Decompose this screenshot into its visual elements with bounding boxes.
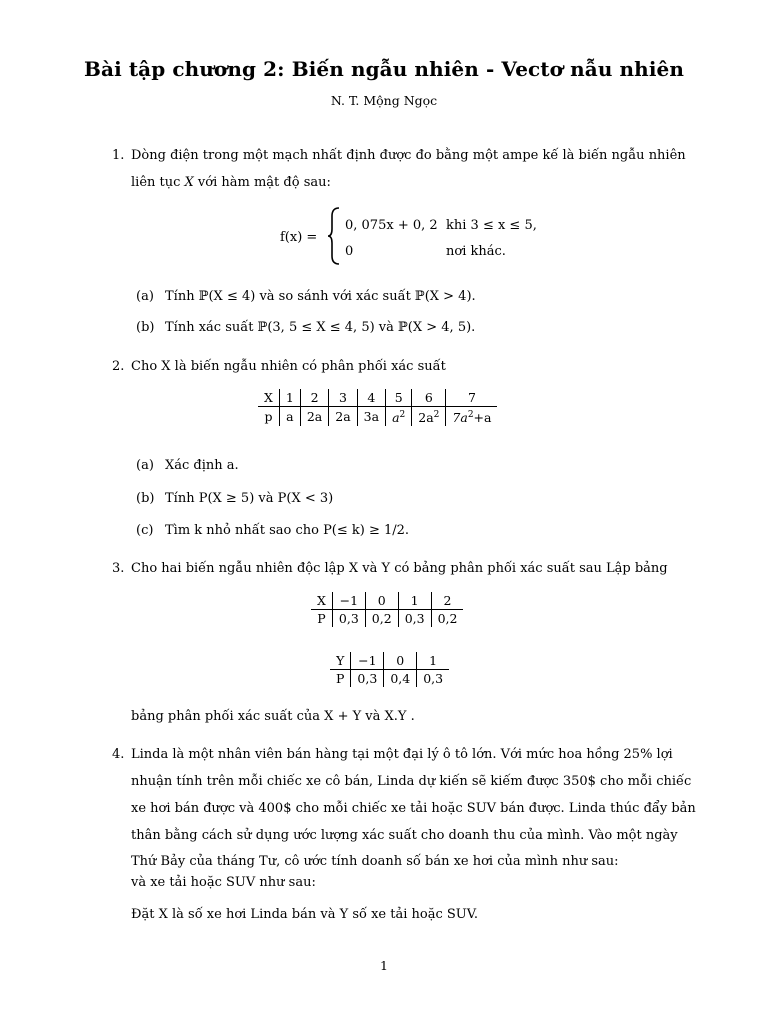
table-cell: 0,3 xyxy=(398,610,431,628)
table-row xyxy=(258,389,497,407)
table-cell: 7 xyxy=(446,389,498,407)
table-cell: 2 xyxy=(300,389,328,407)
table-row xyxy=(258,407,497,427)
problem-1a-label: (a) xyxy=(136,289,154,304)
problem-1a-text: Tính ℙ(X ≤ 4) và so sánh với xác suất ℙ(X > 4). xyxy=(165,289,476,304)
table-cell: 3 xyxy=(329,389,357,407)
distribution-table-x xyxy=(258,389,497,426)
table-cell: 1 xyxy=(417,652,449,670)
distribution-table-y xyxy=(330,652,449,687)
problem-2c-label: (c) xyxy=(136,523,154,538)
table-cell: P xyxy=(317,611,326,626)
distribution-table-x xyxy=(311,592,463,627)
table-cell: −1 xyxy=(332,592,365,610)
table-cell: p xyxy=(264,409,273,424)
problem-2b-label: (b) xyxy=(136,491,155,506)
table-cell: Y xyxy=(330,652,351,670)
problem-2-number: 2. xyxy=(112,359,125,374)
table-cell: 0 xyxy=(384,652,417,670)
problem-4-line: nhuận tính trên mỗi chiếc xe cô bán, Linda dự kiến sẽ kiếm được 350$ cho mỗi chiếc xyxy=(131,774,692,789)
case-1-condition: khi 3 ≤ x ≤ 5, xyxy=(446,218,537,233)
problem-1-line-1: Dòng điện trong một mạch nhất định được đo bằng một ampe kế là biến ngẫu nhiên xyxy=(131,148,686,163)
table-cell: 0 xyxy=(365,592,398,610)
table-cell: 2 xyxy=(431,592,463,610)
problem-2a-label: (a) xyxy=(136,458,154,473)
table-cell: 0,2 xyxy=(431,610,463,628)
problem-3-number: 3. xyxy=(112,561,125,576)
case-2-condition: nơi khác. xyxy=(446,244,506,259)
problem-3-after-text: bảng phân phối xác suất của X + Y và X.Y . xyxy=(131,709,415,724)
function-label: f(x) = xyxy=(280,230,318,245)
table-cell: 0,3 xyxy=(417,670,449,688)
table-cell: 2a xyxy=(329,407,357,427)
page-number: 1 xyxy=(380,958,388,973)
table-cell: 1 xyxy=(398,592,431,610)
table-cell: $2a^2$ xyxy=(412,407,446,427)
problem-1b-label: (b) xyxy=(136,320,155,335)
problem-4-line: Linda là một nhân viên bán hàng tại một đại lý ô tô lớn. Với mức hoa hồng 25% lợi xyxy=(131,747,673,762)
author: N. T. Mộng Ngọc xyxy=(330,93,438,108)
brace-icon xyxy=(327,207,341,265)
problem-1-line-2: liên tục X với hàm mật độ sau: xyxy=(131,175,331,190)
table-row xyxy=(311,592,463,610)
table-cell: a xyxy=(279,407,300,427)
table-cell: 6 xyxy=(412,389,446,407)
case-1-expression: 0, 075x + 0, 2 xyxy=(345,218,438,233)
problem-2a-text: Xác định a. xyxy=(165,458,239,473)
table-row xyxy=(330,652,449,670)
table-cell: $7a^2+a$ xyxy=(446,407,498,427)
table-cell: X xyxy=(258,389,279,407)
problem-4-line: Thứ Bảy của tháng Tư, cô ước tính doanh số bán xe hơi của mình như sau: xyxy=(131,854,619,869)
problem-4-line: xe hơi bán được và 400$ cho mỗi chiếc xe tải hoặc SUV bán được. Linda thúc đẩy bản xyxy=(131,801,696,816)
table-cell: 5 xyxy=(386,389,412,407)
table-row xyxy=(311,610,463,628)
table-cell: 0,3 xyxy=(332,610,365,628)
table-cell: $a^2$ xyxy=(386,407,412,427)
table-cell: 0,3 xyxy=(351,670,384,688)
page-title: Bài tập chương 2: Biến ngẫu nhiên - Vectơ nẫu nhiên xyxy=(84,57,684,81)
table-cell: 4 xyxy=(357,389,385,407)
table-cell: 3a xyxy=(357,407,385,427)
table-cell: P xyxy=(336,671,345,686)
table-cell: 1 xyxy=(279,389,300,407)
problem-4-number: 4. xyxy=(112,747,125,762)
problem-2b-text: Tính P(X ≥ 5) và P(X < 3) xyxy=(165,491,334,506)
table-cell: 0,4 xyxy=(384,670,417,688)
table-cell: 0,2 xyxy=(365,610,398,628)
problem-1b-text: Tính xác suất ℙ(3, 5 ≤ X ≤ 4, 5) và ℙ(X > 4, 5). xyxy=(165,320,476,335)
case-2-expression: 0 xyxy=(345,244,354,259)
problem-4-last-line: Đặt X là số xe hơi Linda bán và Y số xe tải hoặc SUV. xyxy=(131,907,478,922)
problem-4-line: và xe tải hoặc SUV như sau: xyxy=(131,875,316,890)
table-cell: X xyxy=(311,592,332,610)
problem-4-line: thân bằng cách sử dụng ước lượng xác suất cho doanh thu của mình. Vào một ngày xyxy=(131,828,678,843)
table-cell: −1 xyxy=(351,652,384,670)
table-row xyxy=(330,670,449,688)
table-cell: 2a xyxy=(300,407,328,427)
problem-3-text: Cho hai biến ngẫu nhiên độc lập X và Y có bảng phân phối xác suất sau Lập bảng xyxy=(131,561,668,576)
problem-2c-text: Tìm k nhỏ nhất sao cho P(≤ k) ≥ 1/2. xyxy=(165,523,410,538)
problem-1-number: 1. xyxy=(112,148,125,163)
problem-2-text: Cho X là biến ngẫu nhiên có phân phối xác suất xyxy=(131,359,446,374)
